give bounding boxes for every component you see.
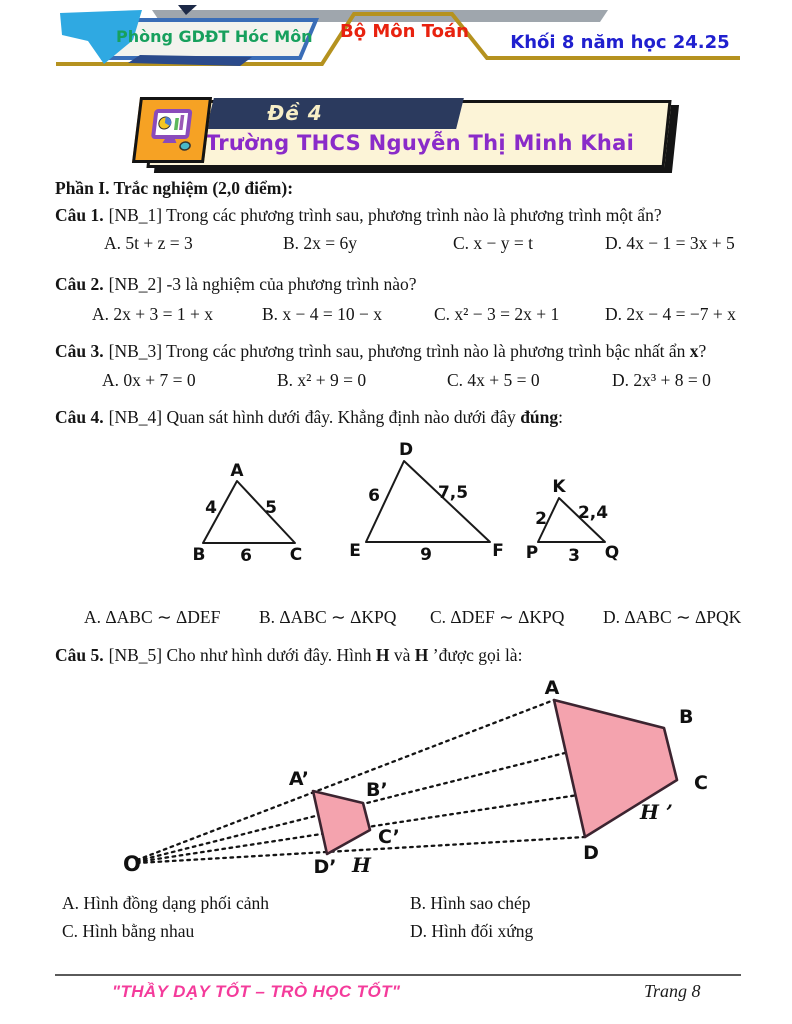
footer-motto: "THẦY DẠY TỐT – TRÒ HỌC TỐT"	[112, 982, 401, 1001]
question-2-text: [NB_2] -3 là nghiệm của phương trình nào?	[108, 274, 417, 294]
vertex-label-a2: A’	[288, 768, 309, 790]
option-4a: A. ΔABC ∼ ΔDEF	[84, 607, 221, 627]
side-label: 5	[265, 498, 277, 518]
vertex-label-c2: C’	[378, 826, 400, 848]
side-label: 7,5	[437, 483, 469, 503]
side-label: 9	[420, 545, 432, 565]
option-1c: C. x − y = t	[453, 233, 534, 253]
question-2-number: Câu 2.	[55, 274, 104, 294]
option-1b: B. 2x = 6y	[283, 233, 358, 253]
option-3c: C. 4x + 5 = 0	[447, 370, 540, 390]
option-2b: B. x − 4 = 10 − x	[262, 304, 383, 324]
page-number: Trang 8	[644, 981, 701, 1001]
option-1a: A. 5t + z = 3	[104, 233, 193, 253]
figure-h-label: H	[352, 853, 371, 877]
vertex-label-d: D	[583, 842, 599, 864]
vertex-label: B	[192, 545, 206, 565]
option-5b: B. Hình sao chép	[410, 893, 531, 913]
question-1-text: [NB_1] Trong các phương trình sau, phương trình nào là phương trình một ẩn?	[108, 205, 662, 225]
question-3-number: Câu 3.	[55, 341, 104, 361]
vertex-label-b2: B’	[366, 779, 388, 801]
vertex-label: P	[525, 543, 539, 563]
side-label: 2	[535, 509, 547, 529]
grade-label: Khối 8 năm học 24.25	[510, 32, 730, 53]
question-3-text: [NB_3] Trong các phương trình sau, phương trình nào là phương trình bậc nhất ẩn	[108, 341, 690, 361]
question-4-options	[0, 607, 792, 631]
side-label: 3	[568, 546, 580, 566]
option-4d: D. ΔABC ∼ ΔPQK	[603, 607, 742, 627]
triangles-figure	[170, 440, 650, 572]
department-label: Phòng GDĐT Hóc Môn	[116, 27, 313, 46]
vertex-label-d2: D’	[313, 856, 337, 878]
side-label: 2,4	[577, 503, 609, 523]
option-5a: A. Hình đồng dạng phối cảnh	[62, 893, 270, 913]
figure-h-prime-label: H ’	[640, 800, 673, 824]
perspective-figure	[60, 672, 760, 884]
question-1	[55, 205, 750, 226]
vertex-label: Q	[604, 543, 620, 563]
school-name: Trường THCS Nguyễn Thị Minh Khai	[205, 131, 635, 155]
vertex-label-a: A	[544, 677, 560, 699]
question-5-number: Câu 5.	[55, 645, 104, 665]
exam-number-label: Đề 4	[267, 101, 323, 125]
vertex-label: F	[492, 541, 504, 561]
question-5: Câu 5. [NB_5] Cho như hình dưới đây. Hình H và H ’được gọi là:	[55, 645, 523, 665]
side-label: 6	[368, 486, 380, 506]
question-4-text: [NB_4] Quan sát hình dưới đây. Khẳng định nào dưới đây	[108, 407, 521, 427]
question-4: Câu 4. [NB_4] Quan sát hình dưới đây. Khẳng định nào dưới đây đúng:	[55, 407, 564, 427]
question-5-options-row2	[0, 921, 792, 945]
question-2	[55, 274, 750, 295]
vertex-label: D	[398, 440, 414, 460]
origin-label: O	[123, 852, 141, 876]
option-5d: D. Hình đối xứng	[410, 921, 534, 941]
question-3-options	[0, 370, 792, 394]
vertex-label-c: C	[694, 772, 708, 794]
question-1-options	[0, 233, 792, 257]
vertex-label: E	[349, 541, 361, 561]
vertex-label: C	[289, 545, 303, 565]
footer-divider	[55, 974, 741, 976]
question-3: Câu 3. [NB_3] Trong các phương trình sau, phương trình nào là phương trình bậc nhất ẩn x?	[55, 341, 707, 361]
question-2-options	[0, 304, 792, 328]
question-4-number: Câu 4.	[55, 407, 104, 427]
side-label: 4	[205, 498, 217, 518]
option-3a: A. 0x + 7 = 0	[102, 370, 196, 390]
option-2c: C. x² − 3 = 2x + 1	[434, 304, 560, 324]
option-5c: C. Hình bằng nhau	[62, 921, 195, 941]
option-3b: B. x² + 9 = 0	[277, 370, 367, 390]
triangle-def	[366, 461, 490, 542]
question-5-text: [NB_5] Cho như hình dưới đây. Hình	[108, 645, 376, 665]
section-heading: Phần I. Trắc nghiệm (2,0 điểm):	[55, 178, 294, 198]
computer-chart-icon	[132, 97, 212, 163]
option-4b: B. ΔABC ∼ ΔKPQ	[259, 607, 397, 627]
question-5-options-row1	[0, 893, 792, 917]
subject-label: Bộ Môn Toán	[340, 21, 469, 42]
option-3d: D. 2x³ + 8 = 0	[612, 370, 711, 390]
vertex-label: K	[552, 477, 566, 497]
option-2a: A. 2x + 3 = 1 + x	[92, 304, 213, 324]
side-label: 6	[240, 546, 252, 566]
option-4c: C. ΔDEF ∼ ΔKPQ	[430, 607, 565, 627]
option-2d: D. 2x − 4 = −7 + x	[605, 304, 736, 324]
quad-h-small	[313, 791, 370, 854]
vertex-label: A	[230, 461, 244, 481]
question-1-number: Câu 1.	[55, 205, 104, 225]
option-1d: D. 4x − 1 = 3x + 5	[605, 233, 735, 253]
vertex-label-b: B	[679, 706, 694, 728]
